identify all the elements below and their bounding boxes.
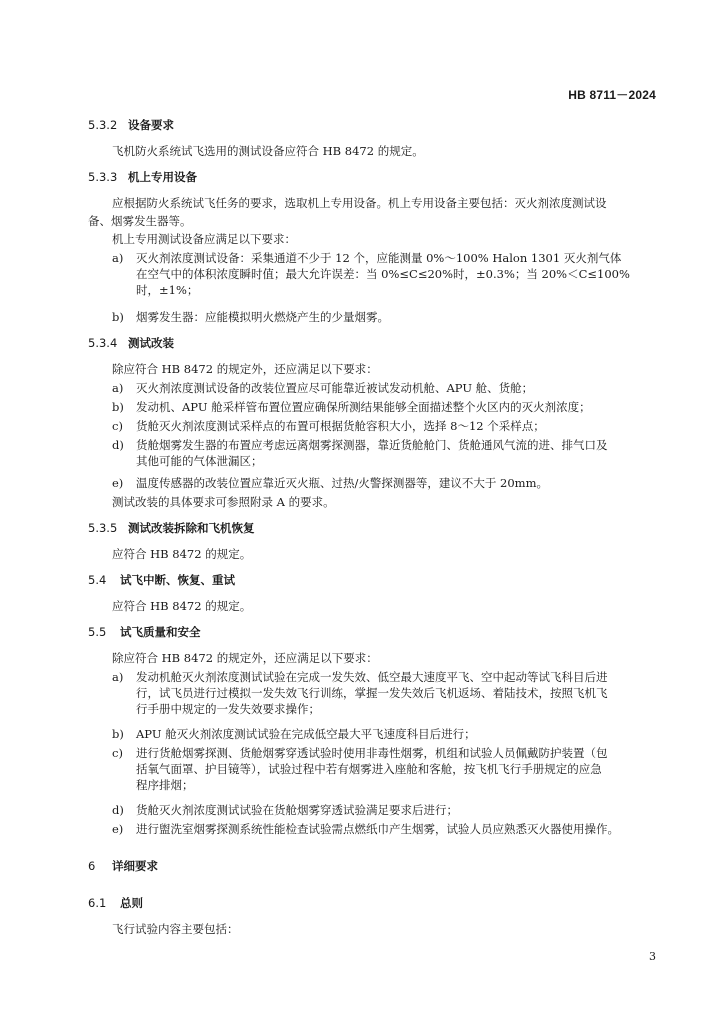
heading-title: 测试改装拆除和飞机恢复: [128, 521, 255, 535]
item-line: 进行货舱烟雾探测、货舱烟雾穿透试验时使用非毒性烟雾，机组和试验人员佩戴防护装置（包: [136, 746, 608, 760]
item-line: 进行盥洗室烟雾探测系统性能检查试验需点燃纸巾产生烟雾，试验人员应熟悉灭火器使用操作。: [136, 822, 619, 836]
list-item: [112, 726, 692, 744]
heading-title: 设备要求: [128, 118, 174, 132]
item-line: 在空气中的体积浓度瞬时值；最大允许误差：当 0%≤C≤20%时，±0.3%；当 20%＜C≤100%: [136, 267, 630, 281]
paragraph: 测试改装的具体要求可参照附录 A 的要求。: [112, 495, 335, 509]
list-item: [112, 475, 692, 493]
item-line: 货舱灭火剂浓度测试采样点的布置可根据货舱容积大小，选择 8～12 个采样点；: [136, 419, 545, 433]
list-marker: c): [112, 746, 123, 760]
list-marker: a): [112, 381, 124, 395]
heading-5-3-2: [88, 117, 174, 133]
heading-number: 5.3.5: [88, 521, 118, 535]
paragraph: 机上专用测试设备应满足以下要求：: [112, 232, 296, 246]
list-marker: b): [112, 400, 124, 414]
list-marker: d): [112, 438, 124, 452]
heading-number: 6.1: [88, 896, 107, 910]
item-line: 时，±1%；: [136, 283, 199, 297]
list-marker: e): [112, 476, 124, 490]
list-item: [112, 418, 692, 436]
list-marker: c): [112, 419, 123, 433]
standard-number: HB 8711－2024: [568, 88, 656, 102]
heading-number: 5.4: [88, 573, 107, 587]
item-line: APU 舱灭火剂浓度测试试验在完成低空最大平飞速度科目后进行；: [136, 727, 476, 741]
heading-title: 详细要求: [112, 859, 158, 873]
list-item: [112, 745, 692, 799]
item-line: 温度传感器的改装位置应靠近灭火瓶、过热/火警探测器等，建议不大于 20mm。: [136, 476, 548, 490]
list-item: [112, 802, 692, 820]
item-line: 烟雾发生器：应能模拟明火燃烧产生的少量烟雾。: [136, 310, 389, 324]
item-line: 程序排烟；: [136, 778, 194, 792]
heading-5-4: [88, 572, 235, 588]
heading-5-3-5: [88, 520, 255, 536]
paragraph: 飞机防火系统试飞选用的测试设备应符合 HB 8472 的规定。: [112, 144, 424, 158]
paragraph: 飞行试验内容主要包括：: [112, 922, 239, 936]
list-item: [112, 250, 692, 304]
item-line: 灭火剂浓度测试设备：采集通道不少于 12 个，应能测量 0%～100% Halon 1301 灭火剂气体: [136, 251, 622, 265]
heading-title: 试飞中断、恢复、重试: [120, 573, 235, 587]
paragraph: 应符合 HB 8472 的规定。: [112, 599, 252, 613]
list-marker: b): [112, 727, 124, 741]
list-marker: b): [112, 310, 124, 324]
heading-title: 总则: [120, 896, 143, 910]
paragraph: 除应符合 HB 8472 的规定外，还应满足以下要求：: [112, 651, 378, 665]
item-line: 货舱烟雾发生器的布置应考虑远离烟雾探测器，靠近货舱舱门、货舱通风气流的进、排气口及: [136, 438, 608, 452]
item-line: 灭火剂浓度测试设备的改装位置应尽可能靠近被试发动机舱、APU 舱、货舱；: [136, 381, 534, 395]
paragraph: 除应符合 HB 8472 的规定外，还应满足以下要求：: [112, 362, 378, 376]
paragraph-line: 应根据防火系统试飞任务的要求，选取机上专用设备。机上专用设备主要包括：灭火剂浓度测试设: [112, 196, 607, 210]
item-line: 行，试飞员进行过模拟一发失效飞行训练，掌握一发失效后飞机返场、着陆技术，按照飞机飞: [136, 686, 608, 700]
item-line: 发动机、APU 舱采样管布置位置应确保所测结果能够全面描述整个火区内的灭火剂浓度；: [136, 400, 591, 414]
heading-number: 5.5: [88, 625, 107, 639]
heading-5-3-4: [88, 335, 174, 351]
heading-title: 机上专用设备: [128, 170, 197, 184]
item-line: 发动机舱灭火剂浓度测试试验在完成一发失效、低空最大速度平飞、空中起动等试飞科目后进: [136, 670, 608, 684]
item-line: 货舱灭火剂浓度测试试验在货舱烟雾穿透试验满足要求后进行；: [136, 803, 458, 817]
item-line: 其他可能的气体泄漏区；: [136, 454, 263, 468]
heading-number: 5.3.2: [88, 118, 118, 132]
paragraph-line: 备、烟雾发生器等。: [88, 214, 192, 228]
page-number: 3: [649, 950, 656, 963]
list-marker: a): [112, 251, 124, 265]
list-item: [112, 437, 692, 473]
list-marker: a): [112, 670, 124, 684]
heading-number: 5.3.4: [88, 336, 118, 350]
list-marker: e): [112, 822, 124, 836]
heading-number: 5.3.3: [88, 170, 118, 184]
item-line: 行手册中规定的一发失效要求操作；: [136, 702, 320, 716]
heading-5-3-3: [88, 169, 197, 185]
heading-title: 试飞质量和安全: [120, 625, 201, 639]
heading-number: 6: [88, 859, 96, 873]
heading-5-5: [88, 624, 201, 640]
list-item: [112, 309, 692, 327]
list-item: [112, 821, 692, 839]
paragraph: 应符合 HB 8472 的规定。: [112, 547, 252, 561]
list-marker: d): [112, 803, 124, 817]
item-line: 括氧气面罩、护目镜等），试验过程中若有烟雾进入座舱和客舱，按飞机飞行手册规定的应急: [136, 762, 602, 776]
heading-6-1: [88, 895, 143, 911]
list-item: [112, 669, 692, 723]
list-item: [112, 380, 692, 398]
list-item: [112, 399, 692, 417]
heading-title: 测试改装: [128, 336, 174, 350]
heading-6: [88, 858, 158, 874]
